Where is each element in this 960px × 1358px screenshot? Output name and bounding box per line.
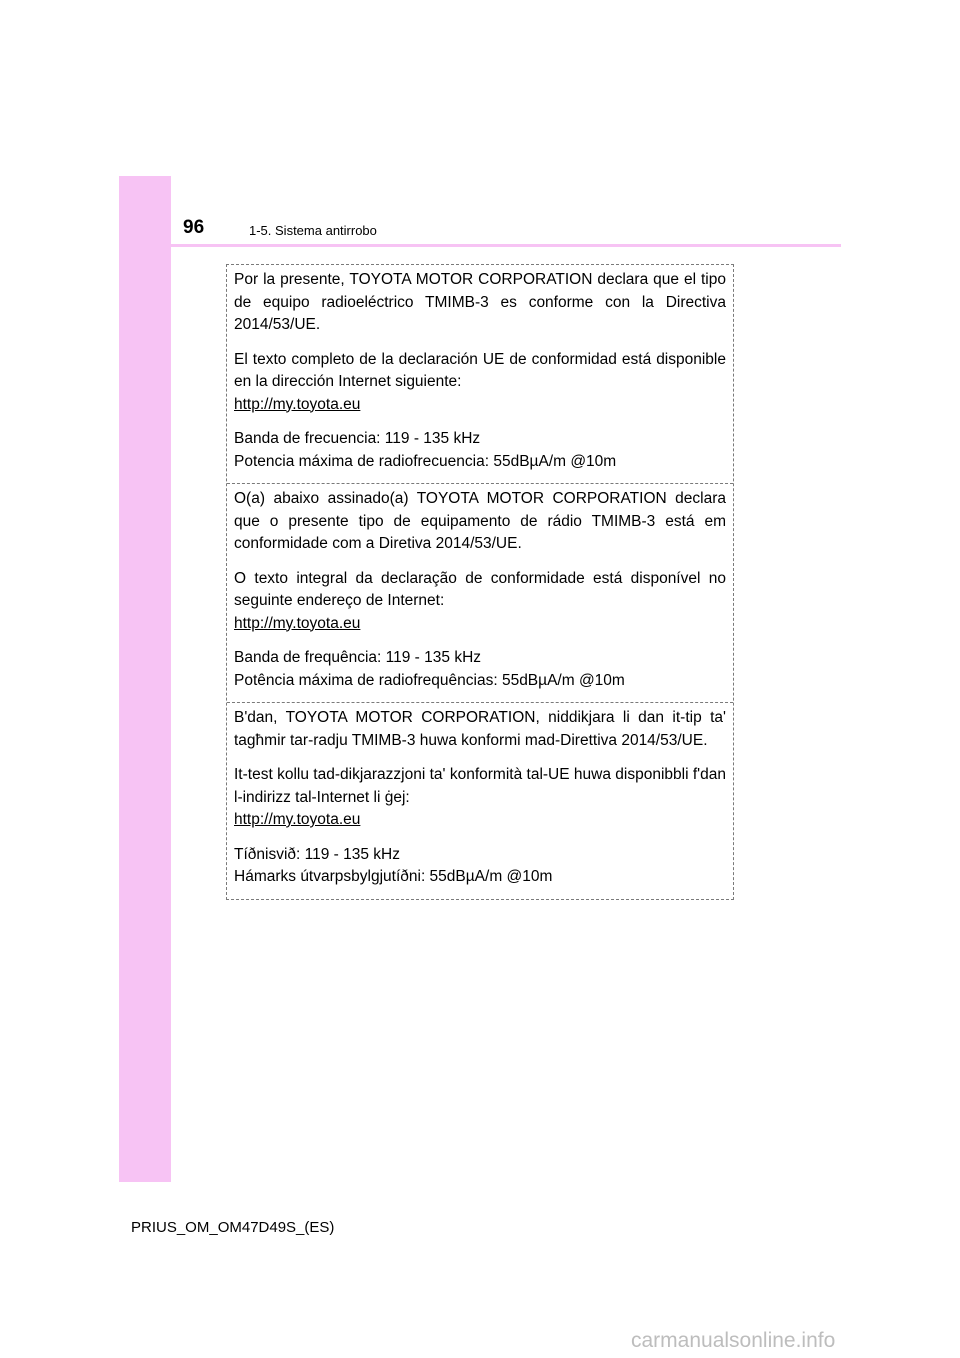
document-id: PRIUS_OM_OM47D49S_(ES) [131, 1219, 335, 1236]
availability-text: El texto completo de la declaración UE de conformidad está disponible en la dirección Internet siguiente: [234, 350, 726, 390]
max-power-text: Hámarks útvarpsbylgjutíðni: 55dBµA/m @10m [234, 868, 553, 885]
frequency-band-text: Tíðnisvið: 119 - 135 kHz [234, 845, 400, 863]
frequency-band-text: Banda de frecuencia: 119 - 135 kHz [234, 430, 481, 447]
availability-text: It-test kollu tad-dikjarazzjoni ta' konformità tal-UE huwa disponibbli f'dan l-indirizz tal-Internet li ġej: [234, 766, 726, 806]
declaration-block-spanish [227, 265, 733, 484]
declaration-text: O(a) abaixo assinado(a) TOYOTA MOTOR CORPORATION declara que o presente tipo de equipamento de rádio TMIMB-3 está em conformidade com a Diretiva 2014/53/UE. [234, 490, 726, 552]
declaration-link[interactable]: http://my.toyota.eu [234, 614, 361, 632]
availability-text: O texto integral da declaração de conformidade está disponível no seguinte endereço de Internet: [234, 569, 726, 609]
page-number: 96 [183, 217, 205, 238]
max-power-text: Potência máxima de radiofrequências: 55dBµA/m @10m [234, 671, 625, 689]
declaration-text: B'dan, TOYOTA MOTOR CORPORATION, niddikjara li dan it-tip ta' tagħmir tar-radju TMIMB-3 huwa konformi mad-Direttiva 2014/53/UE. [234, 709, 726, 749]
declaration-box [226, 264, 734, 900]
header-rule [119, 244, 841, 247]
declaration-block-maltese-icelandic [227, 703, 733, 899]
declaration-text: Por la presente, TOYOTA MOTOR CORPORATION declara que el tipo de equipo radioeléctrico TMIMB-3 es conforme con la Directiva 2014/53/UE. [234, 271, 726, 333]
frequency-band-text: Banda de frequência: 119 - 135 kHz [234, 649, 482, 666]
max-power-text: Potencia máxima de radiofrecuencia: 55dBµA/m @10m [234, 452, 617, 470]
declaration-link[interactable]: http://my.toyota.eu [234, 811, 361, 828]
watermark: carmanualsonline.info [631, 1329, 836, 1352]
section-title: 1-5. Sistema antirrobo [249, 223, 377, 238]
declaration-link[interactable]: http://my.toyota.eu [234, 395, 361, 413]
declaration-block-portuguese [227, 484, 733, 703]
side-tab-bar [119, 176, 171, 1182]
